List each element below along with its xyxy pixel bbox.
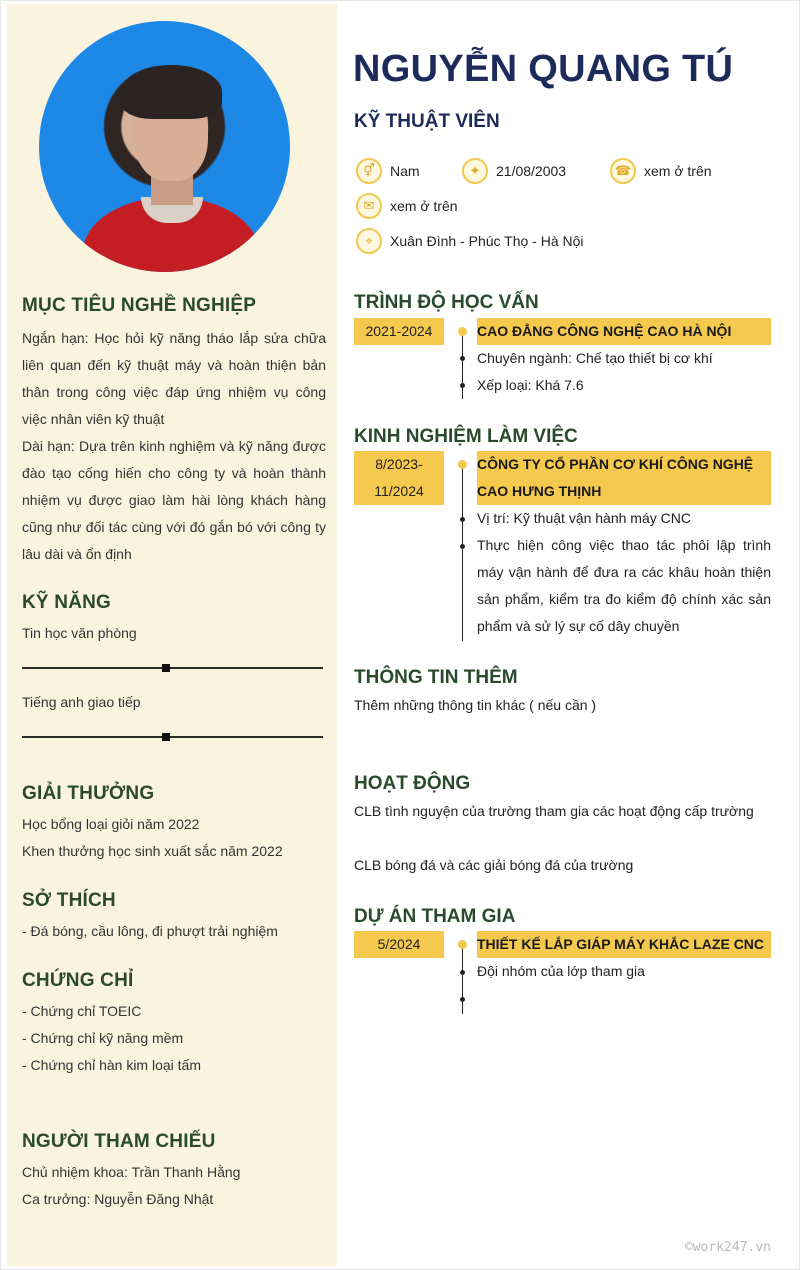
awards-title: GIẢI THƯỞNG bbox=[22, 783, 155, 804]
info-address bbox=[356, 228, 584, 254]
additional-text: Thêm những thông tin khác ( nếu cần ) bbox=[354, 697, 597, 713]
timeline-dot bbox=[460, 970, 465, 975]
info-email bbox=[356, 193, 458, 219]
watermark: ©work247.vn bbox=[684, 1240, 771, 1255]
timeline-line bbox=[462, 331, 463, 399]
profile-photo bbox=[39, 21, 290, 272]
timeline-line bbox=[462, 944, 463, 1014]
activity-item: CLB tình nguyện của trường tham gia các hoạt động cấp trường bbox=[354, 803, 754, 819]
gender-value: Nam bbox=[390, 163, 420, 179]
candidate-role: KỸ THUẬT VIÊN bbox=[354, 111, 500, 132]
timeline-line bbox=[462, 463, 463, 641]
email-value: xem ở trên bbox=[390, 198, 458, 214]
award-item: Học bổng loại giỏi năm 2022 bbox=[22, 816, 200, 832]
education-detail: Xếp loại: Khá 7.6 bbox=[477, 377, 584, 393]
timeline-dot bbox=[460, 383, 465, 388]
experience-period bbox=[354, 451, 444, 505]
certificate-item: - Chứng chỉ hàn kim loại tấm bbox=[22, 1057, 201, 1073]
timeline-dot bbox=[458, 940, 467, 949]
birthday-value: 21/08/2003 bbox=[496, 163, 567, 179]
gender-icon: ⚥ bbox=[356, 158, 382, 184]
additional-title: THÔNG TIN THÊM bbox=[354, 667, 518, 688]
timeline-dot bbox=[460, 517, 465, 522]
phone-value: xem ở trên bbox=[644, 163, 712, 179]
candidate-name: NGUYỄN QUANG TÚ bbox=[353, 48, 734, 90]
info-phone bbox=[610, 158, 712, 184]
activity-item: CLB bóng đá và các giải bóng đá của trường bbox=[354, 857, 634, 873]
timeline-dot bbox=[458, 327, 467, 336]
certificate-item: - Chứng chỉ TOEIC bbox=[22, 1003, 142, 1019]
award-item: Khen thưởng học sinh xuất sắc năm 2022 bbox=[22, 843, 283, 859]
certificate-item: - Chứng chỉ kỹ năng mềm bbox=[22, 1030, 184, 1046]
experience-title: KINH NGHIỆM LÀM VIỆC bbox=[354, 426, 578, 447]
timeline-dot bbox=[460, 544, 465, 549]
project-period: 5/2024 bbox=[354, 931, 444, 958]
skill-bar-english bbox=[22, 736, 323, 738]
project-detail: Đội nhóm của lớp tham gia bbox=[477, 963, 645, 979]
mail-icon: ✉ bbox=[356, 193, 382, 219]
skill-level-marker bbox=[162, 664, 170, 672]
skill-bar-office bbox=[22, 667, 323, 669]
certificates-title: CHỨNG CHỈ bbox=[22, 970, 134, 991]
reference-item: Ca trưởng: Nguyễn Đăng Nhật bbox=[22, 1191, 214, 1207]
experience-company-line2: CAO HƯNG THỊNH bbox=[477, 483, 602, 499]
activities-title: HOẠT ĐỘNG bbox=[354, 773, 471, 794]
skills-title: KỸ NĂNG bbox=[22, 592, 112, 613]
experience-description: Thực hiện công việc thao tác phôi lập trình máy vận hành để đưa ra các khâu hoàn thiện sản phẩm, kiểm tra đo kiểm độ chính xác sản phẩm và sử lý sự cố dây chuyền bbox=[477, 537, 771, 634]
hobbies-title: SỞ THÍCH bbox=[22, 890, 116, 911]
experience-company bbox=[477, 451, 771, 505]
objective-title: MỤC TIÊU NGHỀ NGHIỆP bbox=[22, 295, 257, 316]
map-pin-icon: ⌖ bbox=[356, 228, 382, 254]
timeline-dot bbox=[458, 460, 467, 469]
hobby-item: - Đá bóng, cầu lông, đi phượt trải nghiệm bbox=[22, 923, 278, 939]
education-detail: Chuyên ngành: Chế tạo thiết bị cơ khí bbox=[477, 350, 713, 366]
info-birthday bbox=[462, 158, 566, 184]
education-title: TRÌNH ĐỘ HỌC VẤN bbox=[354, 292, 539, 313]
birthday-cake-icon: ✦ bbox=[462, 158, 488, 184]
timeline-dot bbox=[460, 997, 465, 1002]
reference-item: Chủ nhiệm khoa: Trần Thanh Hằng bbox=[22, 1164, 241, 1180]
skill-label-office: Tin học văn phòng bbox=[22, 625, 137, 641]
experience-position: Vị trí: Kỹ thuật vận hành máy CNC bbox=[477, 510, 691, 526]
experience-company-line1: CÔNG TY CỔ PHẦN CƠ KHÍ CÔNG NGHỆ bbox=[477, 456, 754, 472]
objective-long-term: Dài hạn: Dựa trên kinh nghiệm và kỹ năng được đào tạo cống hiến cho công ty và hoàn thành nhiệm vụ được giao làm hài lòng khách hàng cũng như đối tác cùng với đó gắn bó với công ty lâu dài và ổn định bbox=[22, 438, 326, 562]
info-gender bbox=[356, 158, 420, 184]
experience-period-end: 11/2024 bbox=[374, 483, 424, 499]
timeline-dot bbox=[460, 356, 465, 361]
education-school: CAO ĐẲNG CÔNG NGHỆ CAO HÀ NỘI bbox=[477, 318, 771, 345]
address-value: Xuân Đình - Phúc Thọ - Hà Nội bbox=[390, 233, 584, 249]
skill-label-english: Tiếng anh giao tiếp bbox=[22, 694, 141, 710]
objective-short-term: Ngắn hạn: Học hỏi kỹ năng tháo lắp sửa chữa liên quan đến kỹ thuật máy và hoàn thiện bản thân trong công việc đáp ứng nhiệm vụ công việc nhân viên kỹ thuật bbox=[22, 330, 326, 427]
project-name: THIẾT KẾ LẮP GIÁP MÁY KHẮC LAZE CNC bbox=[477, 931, 771, 958]
references-title: NGƯỜI THAM CHIẾU bbox=[22, 1131, 216, 1152]
education-period: 2021-2024 bbox=[354, 318, 444, 345]
projects-title: DỰ ÁN THAM GIA bbox=[354, 906, 516, 927]
phone-icon: ☎ bbox=[610, 158, 636, 184]
experience-period-start: 8/2023- bbox=[375, 456, 423, 472]
skill-level-marker bbox=[162, 733, 170, 741]
